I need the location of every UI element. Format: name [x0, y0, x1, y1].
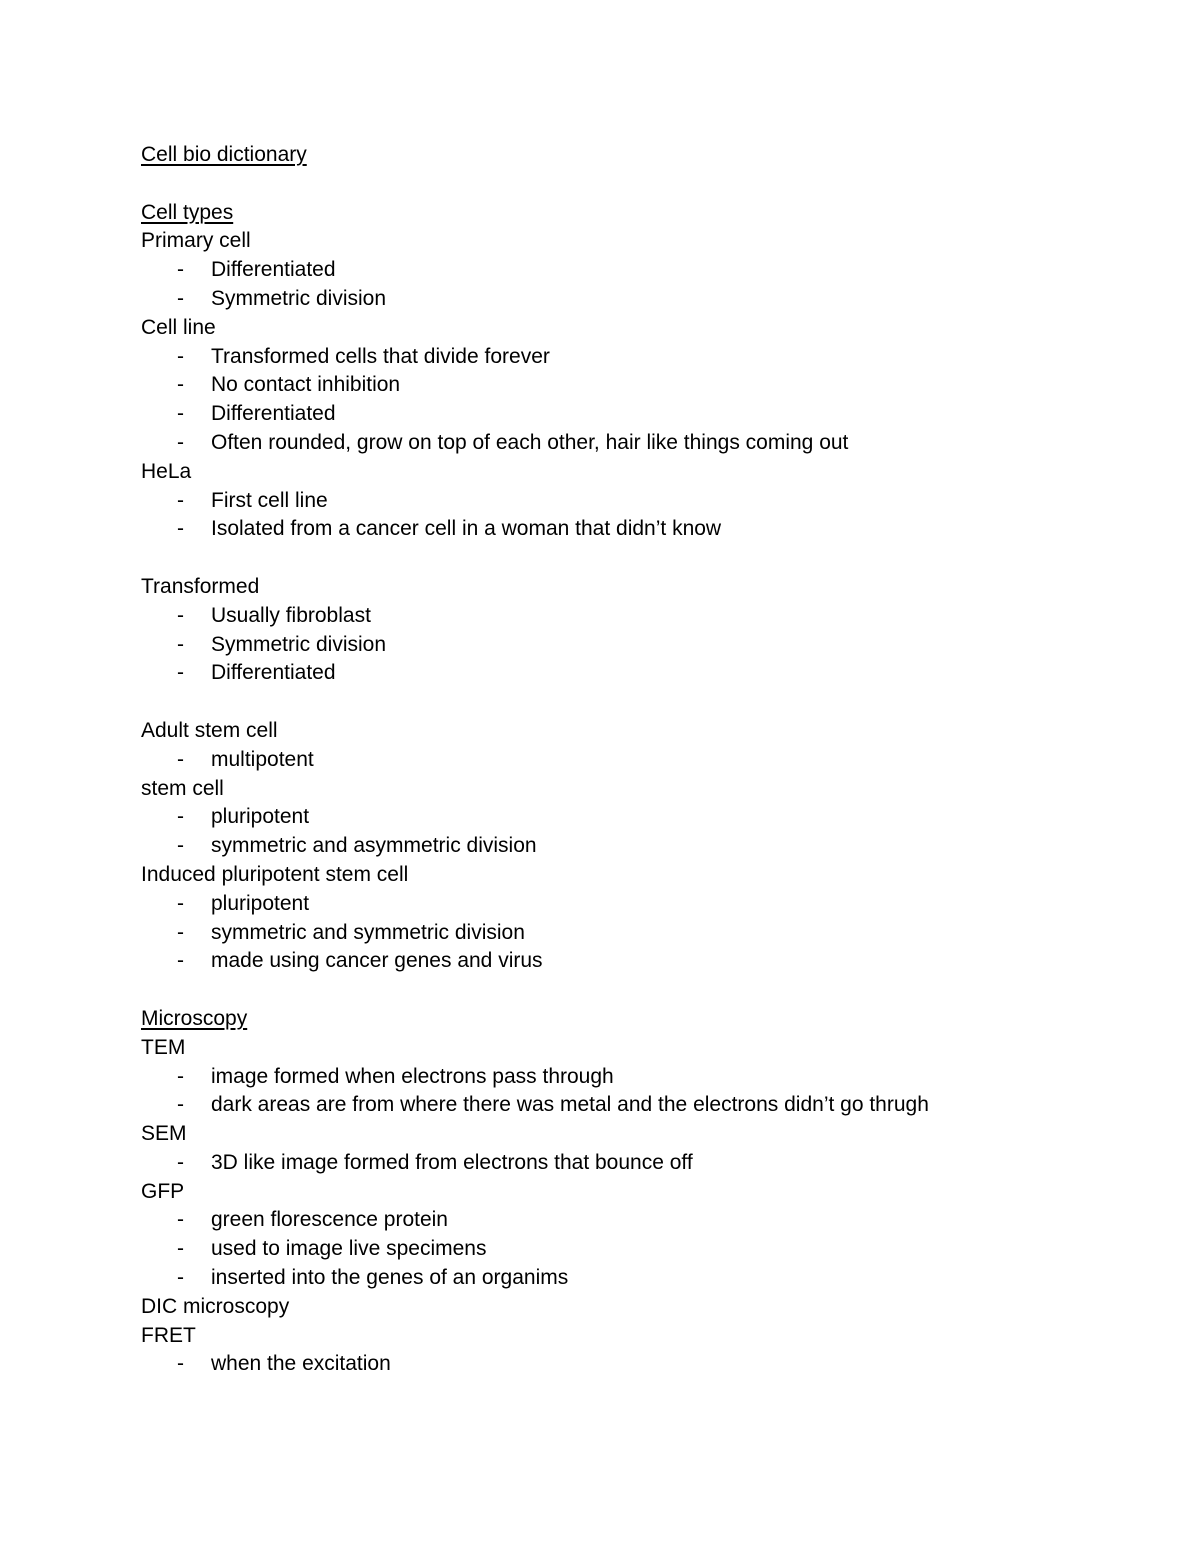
dash-bullet: - — [177, 1237, 184, 1261]
term: SEM — [141, 1122, 187, 1146]
dash-bullet: - — [177, 603, 184, 627]
list-item — [141, 285, 1101, 314]
list-item — [141, 1264, 1101, 1293]
list-item — [141, 1063, 1101, 1092]
list-item-text: image formed when electrons pass through — [211, 1064, 614, 1088]
term: stem cell — [141, 776, 224, 800]
list-item — [141, 1091, 1101, 1120]
spacer — [141, 688, 1101, 717]
dash-bullet: - — [177, 430, 184, 454]
list-item — [141, 343, 1101, 372]
list-item — [141, 1206, 1101, 1235]
list-item-text: First cell line — [211, 488, 328, 512]
list-item — [141, 1149, 1101, 1178]
list-item-text: Differentiated — [211, 258, 336, 282]
dash-bullet: - — [177, 1208, 184, 1232]
list-item — [141, 602, 1101, 631]
list-item-text: No contact inhibition — [211, 373, 401, 397]
list-item-text: symmetric and asymmetric division — [211, 834, 537, 858]
dash-bullet: - — [177, 1266, 184, 1290]
term: Induced pluripotent stem cell — [141, 862, 409, 886]
list-item-text: Symmetric division — [211, 286, 387, 310]
list-item — [141, 371, 1101, 400]
list-item — [141, 487, 1101, 516]
sections — [141, 199, 1101, 1380]
document-title: Cell bio dictionary — [141, 143, 307, 166]
list-item — [141, 515, 1101, 544]
dash-bullet: - — [177, 1150, 184, 1174]
dash-bullet: - — [177, 949, 184, 973]
list-item-text: Isolated from a cancer cell in a woman that didn’t know — [211, 517, 722, 541]
list-item-text: multipotent — [211, 747, 314, 771]
dash-bullet: - — [177, 1352, 184, 1376]
list-item-text: dark areas are from where there was metal and the electrons didn’t go thrugh — [211, 1093, 929, 1117]
dash-bullet: - — [177, 402, 184, 426]
list-item-text: Differentiated — [211, 661, 336, 685]
list-item-text: inserted into the genes of an organims — [211, 1266, 569, 1290]
term: HeLa — [141, 459, 192, 483]
list-item — [141, 919, 1101, 948]
list-item-text: when the excitation — [211, 1352, 391, 1376]
document-body — [141, 141, 1101, 1379]
dash-bullet: - — [177, 1093, 184, 1117]
list-item — [141, 890, 1101, 919]
list-item — [141, 429, 1101, 458]
section-heading: Microscopy — [141, 1006, 248, 1030]
dash-bullet: - — [177, 661, 184, 685]
spacer — [141, 544, 1101, 573]
dash-bullet: - — [177, 488, 184, 512]
dash-bullet: - — [177, 286, 184, 310]
term: TEM — [141, 1035, 186, 1059]
list-item-text: 3D like image formed from electrons that bounce off — [211, 1150, 693, 1174]
list-item-text: green florescence protein — [211, 1208, 448, 1232]
list-item-text: pluripotent — [211, 891, 310, 915]
list-item — [141, 659, 1101, 688]
list-item-text: used to image live specimens — [211, 1237, 487, 1261]
list-item — [141, 400, 1101, 429]
dash-bullet: - — [177, 891, 184, 915]
list-item-text: Transformed cells that divide forever — [211, 344, 550, 368]
term: Cell line — [141, 315, 216, 339]
spacer — [141, 170, 1101, 199]
section-heading: Cell types — [141, 200, 234, 224]
dash-bullet: - — [177, 920, 184, 944]
list-item — [141, 256, 1101, 285]
term: DIC microscopy — [141, 1294, 290, 1318]
list-item — [141, 1350, 1101, 1379]
list-item — [141, 947, 1101, 976]
dash-bullet: - — [177, 517, 184, 541]
list-item — [141, 631, 1101, 660]
spacer — [141, 976, 1101, 1005]
list-item-text: Usually fibroblast — [211, 603, 371, 627]
dash-bullet: - — [177, 1064, 184, 1088]
dash-bullet: - — [177, 344, 184, 368]
list-item — [141, 1235, 1101, 1264]
list-item-text: symmetric and symmetric division — [211, 920, 525, 944]
list-item-text: Often rounded, grow on top of each other, hair like things coming out — [211, 430, 849, 454]
list-item — [141, 832, 1101, 861]
list-item-text: Symmetric division — [211, 632, 387, 656]
list-item-text: Differentiated — [211, 402, 336, 426]
list-item-text: made using cancer genes and virus — [211, 949, 543, 973]
list-item — [141, 803, 1101, 832]
term: FRET — [141, 1323, 196, 1347]
dash-bullet: - — [177, 747, 184, 771]
dash-bullet: - — [177, 373, 184, 397]
dash-bullet: - — [177, 632, 184, 656]
list-item — [141, 746, 1101, 775]
list-item-text: pluripotent — [211, 805, 310, 829]
term: Primary cell — [141, 229, 251, 253]
term: Transformed — [141, 574, 260, 598]
dash-bullet: - — [177, 805, 184, 829]
dash-bullet: - — [177, 258, 184, 282]
dash-bullet: - — [177, 834, 184, 858]
term: GFP — [141, 1179, 185, 1203]
term: Adult stem cell — [141, 718, 278, 742]
